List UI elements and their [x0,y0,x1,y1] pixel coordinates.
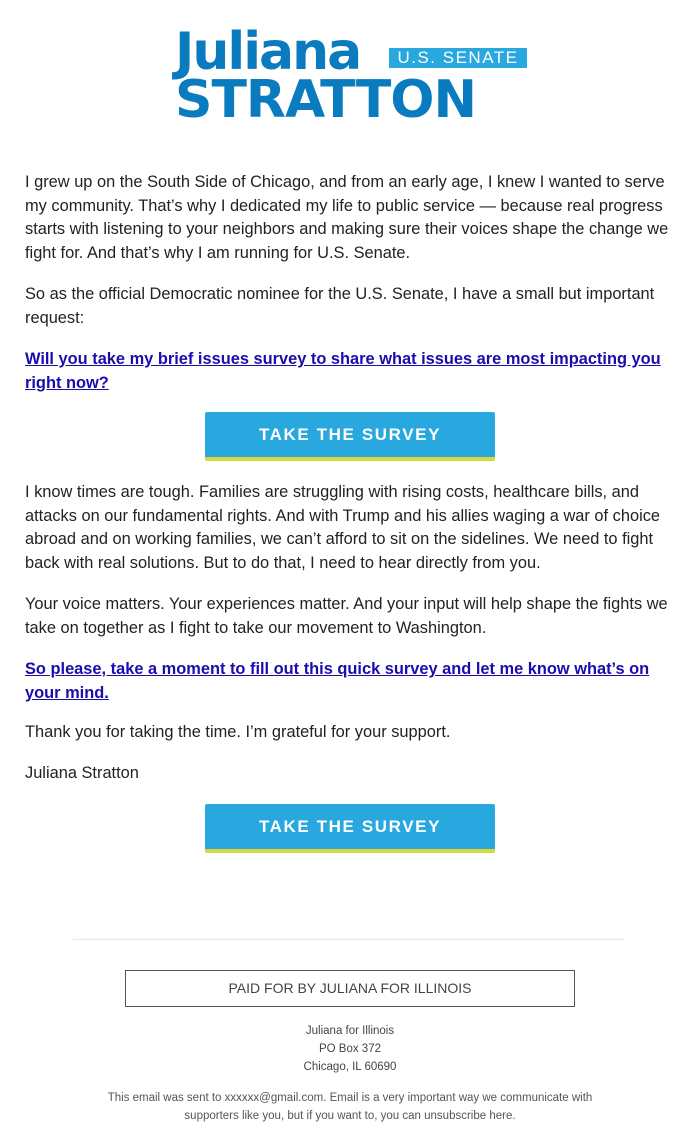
footer-org-name: Juliana for Illinois [305,1025,395,1037]
thank-you-paragraph: Thank you for taking the time. I’m grateful for your support. [25,723,451,741]
logo-senate-badge: U.S. SENATE [389,48,527,68]
take-survey-button-2[interactable]: TAKE THE SURVEY [205,804,495,853]
intro-paragraph: I grew up on the South Side of Chicago, and from an early age, I knew I wanted to serve my community. That’s why I dedicated my life to public service — because real progress starts with listening to your neighbors and making sure their voices shape the change we fight for. And that’s why I am running for U.S. Senate. [25,173,669,262]
request-paragraph: So as the official Democratic nominee for the U.S. Senate, I have a small but important request: [25,285,655,327]
survey-link-1[interactable]: Will you take my brief issues survey to share what issues are most impacting you right now? [25,350,661,392]
times-are-tough-paragraph: I know times are tough. Families are struggling with rising costs, healthcare bills, and attacks on our fundamental rights. And with Trump and his allies waging a war of choice abroad and on working families, we can’t afford to sit on the sidelines. We need to fight back with real solutions. But to do that, I need to hear directly from you. [25,483,661,572]
signature: Juliana Stratton [25,764,139,782]
logo-first-name: Juliana [175,22,361,82]
sent-to-suffix: . Email is a very important way we communicate with supporters like you, but if you want to, you can unsubscribe here. [184,1092,593,1122]
logo-last-name: STRATTON [175,70,477,130]
footer-sent-to-notice [90,1089,610,1125]
sent-to-prefix: This email was sent to [107,1092,225,1104]
recipient-email: xxxxxx@gmail.com [224,1092,324,1104]
campaign-logo [175,22,527,130]
survey-link-2[interactable]: So please, take a moment to fill out this quick survey and let me know what’s on your mind. [25,660,650,702]
take-survey-button-1[interactable]: TAKE THE SURVEY [205,412,495,461]
footer-city: Chicago, IL 60690 [303,1061,397,1073]
footer-divider [73,939,625,940]
footer-po-box: PO Box 372 [318,1043,381,1055]
voice-matters-paragraph: Your voice matters. Your experiences matter. And your input will help shape the fights we take on together as I fight to take our movement to Washington. [25,595,668,637]
paid-for-disclaimer: PAID FOR BY JULIANA FOR ILLINOIS [125,970,575,1007]
